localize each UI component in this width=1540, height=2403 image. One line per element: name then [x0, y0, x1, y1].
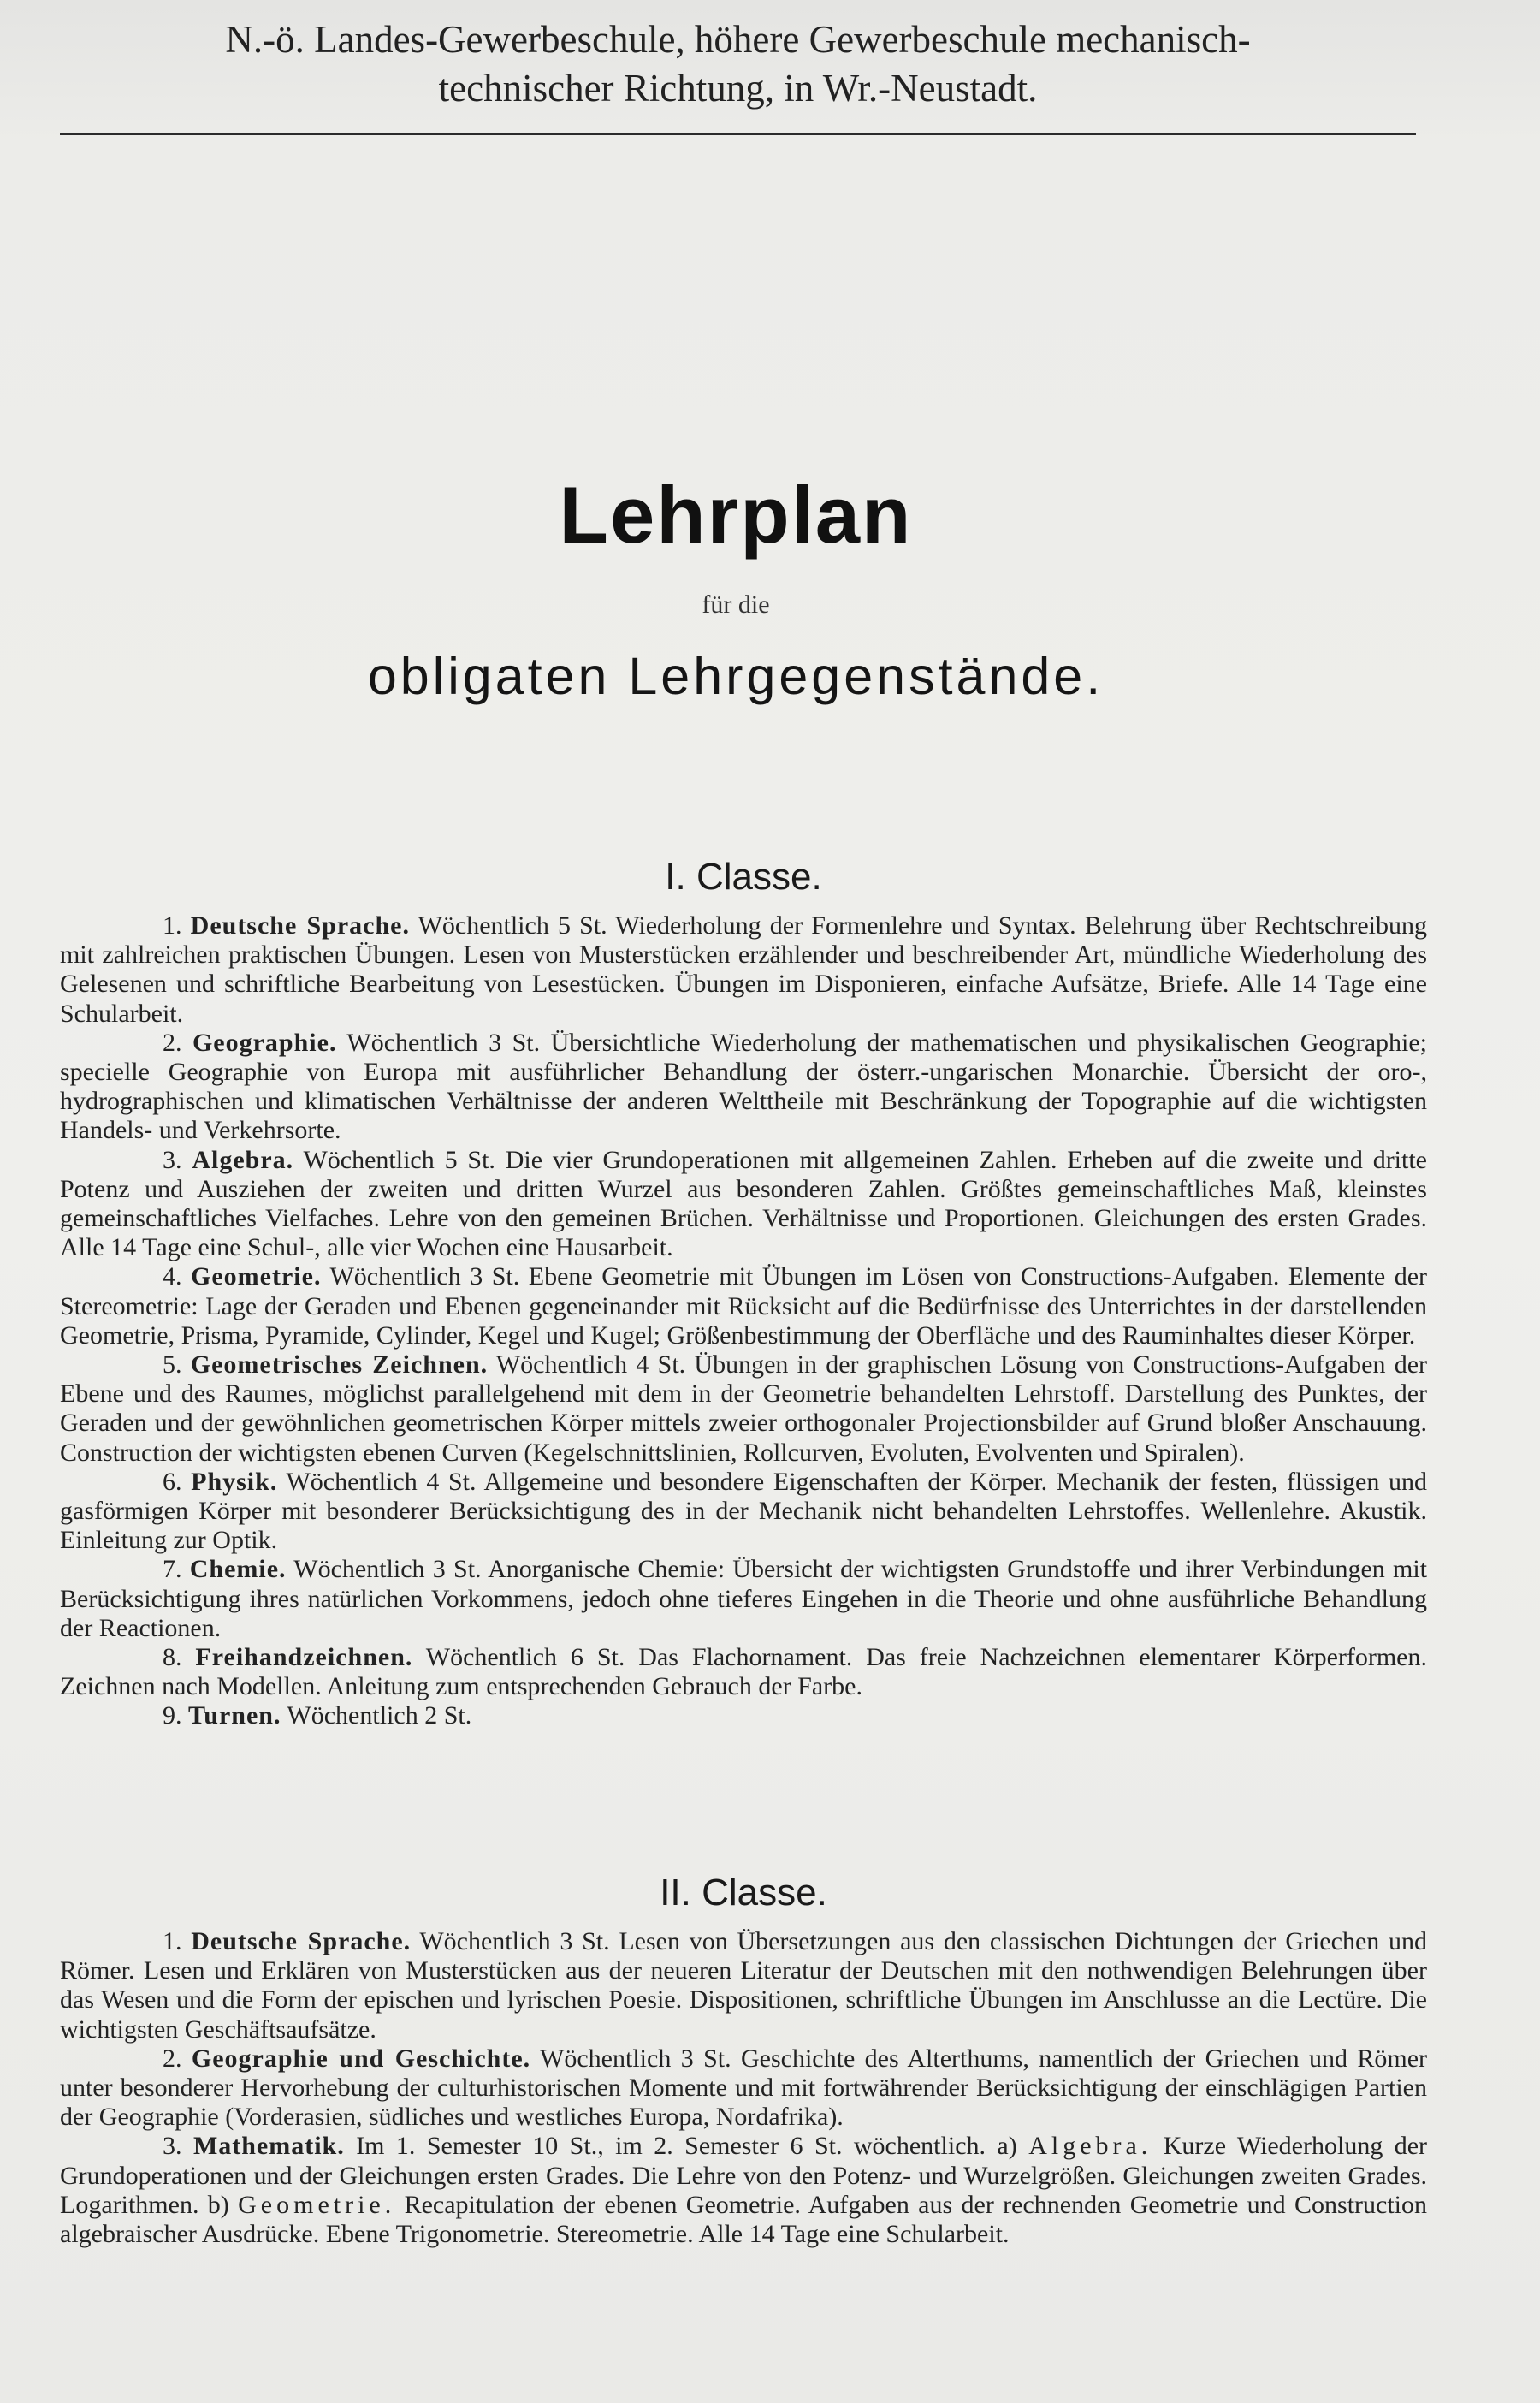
item-subject: Freihandzeichnen.: [195, 1643, 413, 1672]
section-class-2: [60, 1867, 1427, 2249]
item-number: 5.: [163, 1350, 182, 1380]
item-subject: Turnen.: [188, 1701, 281, 1730]
curriculum-item: [60, 1262, 1427, 1350]
item-text: Wöchentlich 3 St. Geschichte des Alterthums, namentlich der Griechen und Römer unter besonderer Hervorhebung der culturhistorischen Momente und mit fortwährender Berücksichtigung der einschlägigen Partien der Geographie (Vorderasien, südliches und westliches Europa, Nordafrika).: [60, 2044, 1427, 2132]
item-text: Wöchentlich 4 St. Allgemeine und besondere Eigenschaften der Körper. Mechanik der festen, flüssigen und gasförmigen Körper mit besonderer Berücksichtigung des in der Mechanik nicht behandelten Lehrstoffes. Wellenlehre. Akustik. Einleitung zur Optik.: [60, 1467, 1427, 1555]
item-number: 6.: [163, 1467, 182, 1496]
page-subtitle: obligaten Lehrgegenstände.: [367, 647, 1105, 705]
curriculum-item: [60, 911, 1427, 1029]
item-number: 1.: [163, 911, 182, 940]
curriculum-item: [60, 1701, 1427, 1730]
item-text: Wöchentlich 4 St. Übungen in der graphischen Lösung von Constructions-Aufgaben der Ebene und des Raumes, möglichst parallelgehend mit dem in der Geometrie behandelten Lehrstoff. Darstellung des Punktes, der Geraden und der gewöhnlichen geometrischen Körper mittels zweier orthogonaler Projectionsbilder auf Grund bloßer Anschauung. Construction der wichtigsten ebenen Curven (Kegelschnittslinien, Rollcurven, Evoluten, Evolventen und Spiralen).: [60, 1350, 1428, 1467]
curriculum-item: [60, 1350, 1427, 1468]
school-header: [60, 15, 1416, 113]
curriculum-item: [60, 1555, 1427, 1643]
item-number: 4.: [163, 1262, 182, 1291]
section-heading: I. Classe.: [665, 856, 822, 898]
header-line-1: N.-ö. Landes-Gewerbeschule, höhere Gewerbeschule mechanisch-: [225, 18, 1251, 61]
item-number: 3.: [163, 1145, 182, 1174]
curriculum-item: [60, 1643, 1427, 1701]
subtitle-connector: für die: [702, 590, 770, 619]
curriculum-item: [60, 1146, 1427, 1263]
curriculum-item: [60, 1927, 1427, 2044]
spaced-term-geometrie: Geometrie.: [238, 2190, 396, 2219]
item-number: 8.: [163, 1643, 182, 1672]
item-text: Wöchentlich 3 St. Lesen von Übersetzungen aus den classischen Dichtungen der Griechen und Römer. Lesen und Erklären von Musterstücken aus der neueren Literatur der Deutschen mit den nothwendigen Belehrungen über das Wesen und die Form der epischen und lyrischen Poesie. Dispositionen, schriftliche Übungen im Anschlusse an die Lectüre. Die wichtigsten Geschäftsaufsätze.: [60, 1927, 1427, 2044]
header-rule: [60, 133, 1416, 135]
curriculum-item: [60, 1468, 1427, 1556]
page-title: Lehrplan: [559, 470, 913, 560]
item-text: Wöchentlich 3 St. Anorganische Chemie: Übersicht der wichtigsten Grundstoffe und ihrer Verbindungen mit Berücksichtigung ihres natürlichen Vorkommens, jedoch ohne tieferes Eingehen in die Theorie und ohne ausführliche Behandlung der Reactionen.: [60, 1555, 1428, 1642]
section-heading: II. Classe.: [660, 1872, 827, 1914]
item-subject: Deutsche Sprache.: [191, 1927, 412, 1955]
curriculum-item: [60, 1029, 1427, 1146]
item-subject: Geometrie.: [191, 1262, 322, 1291]
item-subject: Mathematik.: [192, 2132, 345, 2161]
item-text: Wöchentlich 2 St.: [287, 1701, 472, 1730]
item-subject: Geographie.: [192, 1028, 337, 1057]
item-text: Wöchentlich 5 St. Die vier Grundoperationen mit allgemeinen Zahlen. Erheben auf die zweite und dritte Potenz und Ausziehen der zweiten und dritten Wurzel aus besonderen Zahlen. Größtes gemeinschaftliches Maß, kleinstes gemeinschaftliches Vielfaches. Lehre von den gemeinen Brüchen. Verhältnisse und Proportionen. Gleichungen des ersten Grades. Alle 14 Tage eine Schul-, alle vier Wochen eine Hausarbeit.: [60, 1145, 1427, 1262]
item-subject: Deutsche Sprache.: [190, 911, 410, 940]
item-number: 9.: [163, 1701, 182, 1730]
item-text: Im 1. Semester 10 St., im 2. Semester 6 St. wöchentlich. a): [356, 2132, 1017, 2161]
item-number: 2.: [163, 2044, 182, 2073]
header-line-2: technischer Richtung, in Wr.-Neustadt.: [438, 67, 1038, 110]
curriculum-item-mathematik: [60, 2132, 1427, 2249]
item-text: Wöchentlich 6 St. Das Flachornament. Das freie Nachzeichnen elementarer Körperformen. Zeichnen nach Modellen. Anleitung zum entsprechenden Gebrauch der Farbe.: [60, 1643, 1428, 1701]
item-subject: Chemie.: [189, 1555, 287, 1584]
item-text: Kurze Wiederholung der Grundoperationen und der Gleichungen ersten Grades. Die Lehre von den Potenz- und Wurzelgrößen. Gleichungen zweiten Grades. Logarithmen. b): [60, 2132, 1428, 2219]
section-class-1: [60, 851, 1427, 1731]
item-subject: Physik.: [191, 1467, 278, 1496]
item-subject: Geographie und Geschichte.: [191, 2044, 531, 2073]
curriculum-item: [60, 2044, 1427, 2133]
item-text: Wöchentlich 3 St. Ebene Geometrie mit Übungen im Lösen von Constructions-Aufgaben. Elemente der Stereometrie: Lage der Geraden und Ebenen gegeneinander mit Rücksicht auf die Bedürfnisse des Unterrichtes in der darstellenden Geometrie, Prisma, Pyramide, Cylinder, Kegel und Kugel; Größenbestimmung der Oberfläche und des Rauminhaltes dieser Körper.: [60, 1262, 1427, 1350]
item-text: Recapitulation der ebenen Geometrie. Aufgaben aus der rechnenden Geometrie und Construction algebraischer Ausdrücke. Ebene Trigonometrie. Stereometrie. Alle 14 Tage eine Schularbeit.: [60, 2190, 1428, 2249]
item-subject: Algebra.: [192, 1145, 294, 1174]
item-number: 3.: [163, 2132, 182, 2161]
item-subject: Geometrisches Zeichnen.: [190, 1350, 489, 1380]
spaced-term-algebra: Algebra.: [1028, 2132, 1152, 2161]
item-text: Wöchentlich 3 St. Übersichtliche Wiederholung der mathematischen und physikalischen Geographie; specielle Geographie von Europa mit ausführlicher Behandlung der österr.-ungarischen Monarchie. Übersicht der oro-, hydrographischen und klimatischen Verhältnisse der anderen Welttheile mit Beschränkung der Topographie auf die wichtigsten Handels- und Verkehrsorte.: [60, 1028, 1427, 1145]
item-number: 2.: [163, 1028, 182, 1057]
item-number: 1.: [163, 1927, 182, 1955]
item-number: 7.: [163, 1555, 182, 1584]
item-text: Wöchentlich 5 St. Wiederholung der Formenlehre und Syntax. Belehrung über Rechtschreibung mit zahlreichen praktischen Übungen. Lesen von Musterstücken erzählender und beschreibender Art, mündliche Wiederholung des Gelesenen und schriftliche Bearbeitung von Lesestücken. Übungen im Disponieren, einfache Aufsätze, Briefe. Alle 14 Tage eine Schularbeit.: [60, 911, 1427, 1028]
